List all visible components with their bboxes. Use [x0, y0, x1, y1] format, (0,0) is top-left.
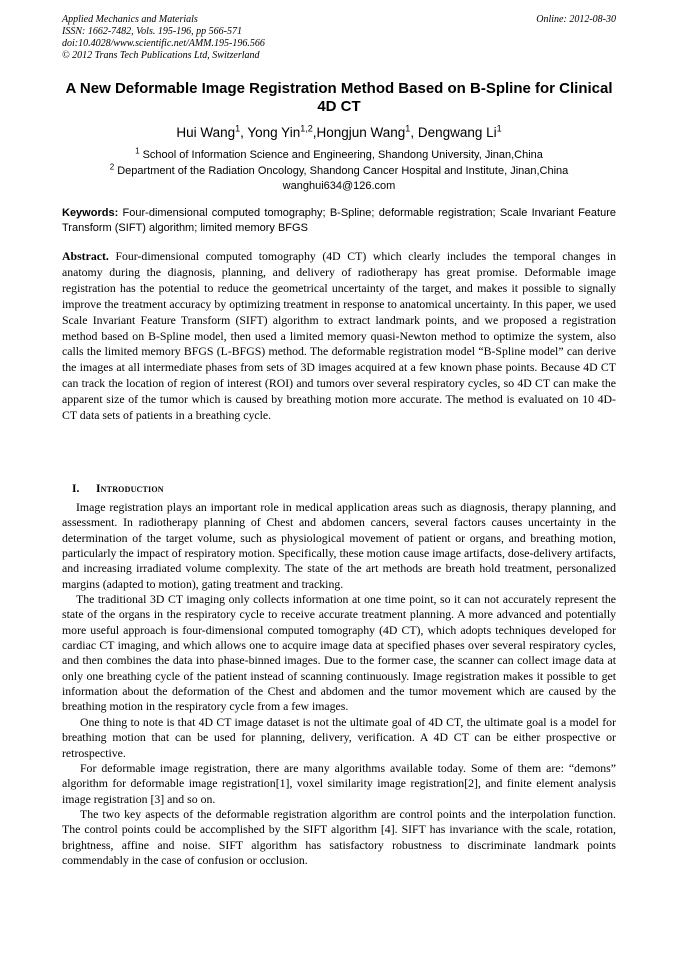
affiliations: [62, 148, 616, 195]
author: Dengwang Li$^1$: [417, 123, 502, 140]
author: Hui Wang$^1$,: [176, 123, 248, 140]
keywords: [62, 206, 616, 235]
doi-line: doi:10.4028/www.scientific.net/AMM.195-196.566: [62, 38, 265, 49]
paragraph: Image registration plays an important role in medical application areas such as diagnosis, therapy planning, and assessment. In radiotherapy planning of Chest and abdomen cancers, several factors causes uncertainty in the determination of the target volume, such as physiological movement of patient or organs, and breathing motion, particularly the impact of respiratory motion. Specifically, these motion cause image artifacts, dose-delivery artifacts, and increasing irradiated volume complexity. The state of the art methods are breath hold treatment, personalized margins (adapted to motion), gating treatment and tracking.: [62, 500, 616, 591]
keywords-label: Keywords:: [62, 207, 119, 219]
introduction-body: [62, 500, 616, 868]
author-email: wanghui634@126.com: [282, 180, 396, 192]
issn-line: ISSN: 1662-7482, Vols. 195-196, pp 566-571: [62, 26, 242, 37]
abstract: [62, 249, 616, 424]
paragraph: For deformable image registration, there are many algorithms available today. Some of them are: “demons” algorithm for deformable image registration[1], voxel similarity image registration[2], and finite element analysis image registration [3] and so on.: [62, 760, 616, 806]
journal-header: [62, 14, 616, 62]
abstract-label: Abstract.: [62, 249, 109, 263]
abstract-text: Four-dimensional computed tomography (4D CT) which clearly includes the temporal changes in anatomy during the diagnosis, planning, and delivery of radiotherapy has great promise. Deformable image registration has the potential to reduce the geometrical uncertainty of the target, and makes it possible to signally improve the treatment accuracy by optimizing treatment in response to anatomical uncertainty. In this paper, we used Scale Invariant Feature Transform (SIFT) algorithm to extract landmark points, and we proposed a registration method based on B-Spline model, then used a limited memory quasi-Newton method to optimize the system, also calls the limited memory BFGS (L-BFGS) method. The deformable registration model “B-Spline model” can derive the images at all intermediate phases from sets of 3D images acquired at a few known phase points. Because 4D CT can track the location of region of interest (ROI) and tumors over several respiratory cycles, so 4D CT can make the apparent size of the tumor which is caused by breathing motion more accurate. The method is evaluated on 10 4D-CT data sets of patients in a breathing cycle.: [62, 249, 616, 423]
author-list: [62, 124, 616, 141]
author: Yong Yin$^{1,2}$,: [247, 123, 317, 140]
copyright-line: © 2012 Trans Tech Publications Ltd, Switzerland: [62, 50, 260, 61]
paragraph: The traditional 3D CT imaging only collects information at one time point, so it can not accurately represent the state of the organs in the respiratory cycle to receive accurate treatment planning. A more advanced and potentially more useful approach is four-dimensional computed tomography (4D CT), which adopts techniques developed for cardiac CT imaging, and which allows one to acquire image data at specified phases over several respiratory cycles, and then combines the data into phase-binned images. Due to the former case, the scanner can collect image data at only one breathing cycle of the patient instead of scanning continuously. Image registration makes it possible to get information about the deformation of the Chest and abdomen and the tumor movement which are caused by the breathing motion in the respiratory cycle from a few images.: [62, 592, 616, 714]
keywords-text: Four-dimensional computed tomography; B-Spline; deformable registration; Scale Invariant Feature Transform (SIFT) algorithm; limited memory BFGS: [62, 207, 617, 234]
affiliation-1: $^1$ School of Information Science and Engineering, Shandong University, Jinan,China: [135, 146, 543, 161]
online-date: Online: 2012-08-30: [536, 14, 616, 25]
section-heading: [72, 482, 472, 496]
paper-title: A New Deformable Image Registration Method Based on B-Spline for Clinical 4D CT: [65, 80, 613, 115]
section-number: I.: [72, 483, 80, 495]
journal-name: Applied Mechanics and Materials: [62, 14, 198, 25]
paragraph: One thing to note is that 4D CT image dataset is not the ultimate goal of 4D CT, the ultimate goal is a model for breathing motion that can be used for planning, delivery, verification. A 4D CT can be either prospective or retrospective.: [62, 714, 616, 760]
affiliation-2: $^2$ Department of the Radiation Oncology, Shandong Cancer Hospital and Institute, Jinan,China: [109, 161, 569, 177]
paragraph: The two key aspects of the deformable registration algorithm are control points and the interpolation function. The control points could be accomplished by the SIFT algorithm [4]. SIFT has invariance with the scale, rotation, brightness, affine and noise. SIFT algorithm has satisfactory robustness to discriminate landmark points commendably in the case of confusion or occlusion.: [62, 806, 616, 867]
section-title: Introduction: [96, 483, 164, 495]
author: Hongjun Wang$^1$,: [316, 123, 418, 140]
